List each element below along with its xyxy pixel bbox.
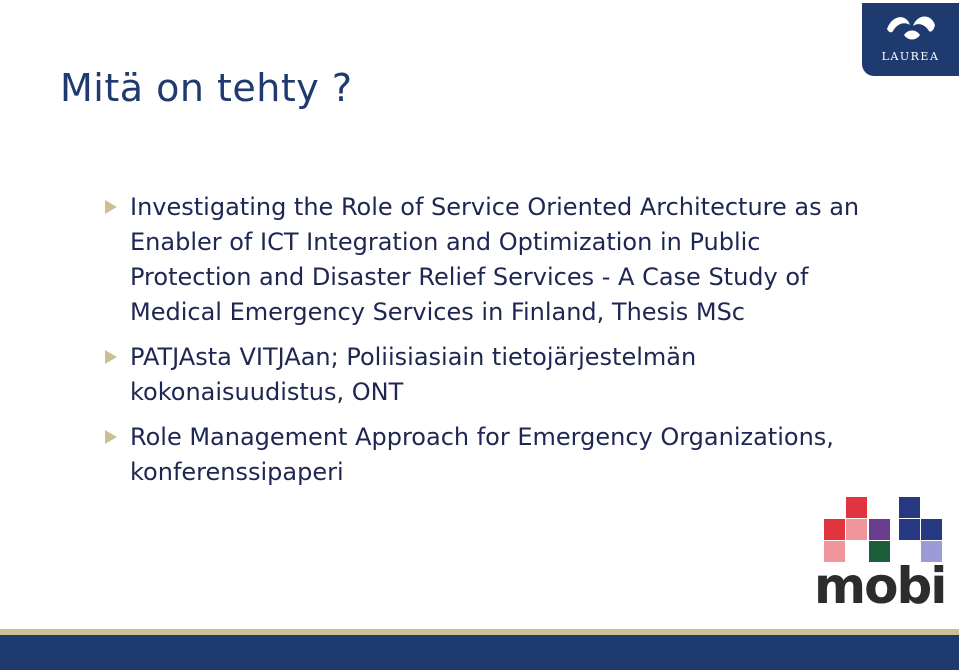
bullet-text: Investigating the Role of Service Oriented Architecture as an Enabler of ICT Integration and Optimization in Public Protection and Disaster Relief Services - A Case Study of Medical Emergency Services in Finland, Thesis MSc	[130, 193, 860, 326]
bullet-text: Role Management Approach for Emergency Organizations, konferenssipaperi	[130, 423, 834, 486]
bullet-text: PATJAsta VITJAan; Poliisiasiain tietojärjestelmän kokonaisuudistus, ONT	[130, 343, 697, 406]
mobi-square	[869, 519, 890, 540]
mobi-logo	[814, 497, 944, 615]
mobi-square	[899, 497, 920, 518]
mobi-square	[824, 519, 845, 540]
mobi-square	[846, 497, 867, 518]
bullet-item	[105, 420, 875, 490]
mobi-logo-text: mobi	[814, 557, 946, 615]
laurea-logo	[862, 3, 959, 76]
laurea-bird-icon	[884, 11, 938, 45]
bullet-arrow-icon	[105, 430, 117, 444]
mobi-square	[921, 519, 942, 540]
mobi-square	[846, 519, 867, 540]
bullet-list	[105, 190, 875, 500]
bullet-arrow-icon	[105, 200, 117, 214]
bullet-arrow-icon	[105, 350, 117, 364]
bullet-item	[105, 190, 875, 330]
footer-navy-bar	[0, 635, 959, 670]
bullet-item	[105, 340, 875, 410]
slide-title: Mitä on tehty ?	[60, 66, 353, 110]
mobi-square	[899, 519, 920, 540]
mobi-squares-icon	[824, 497, 944, 565]
laurea-logo-text: LAUREA	[881, 50, 940, 63]
